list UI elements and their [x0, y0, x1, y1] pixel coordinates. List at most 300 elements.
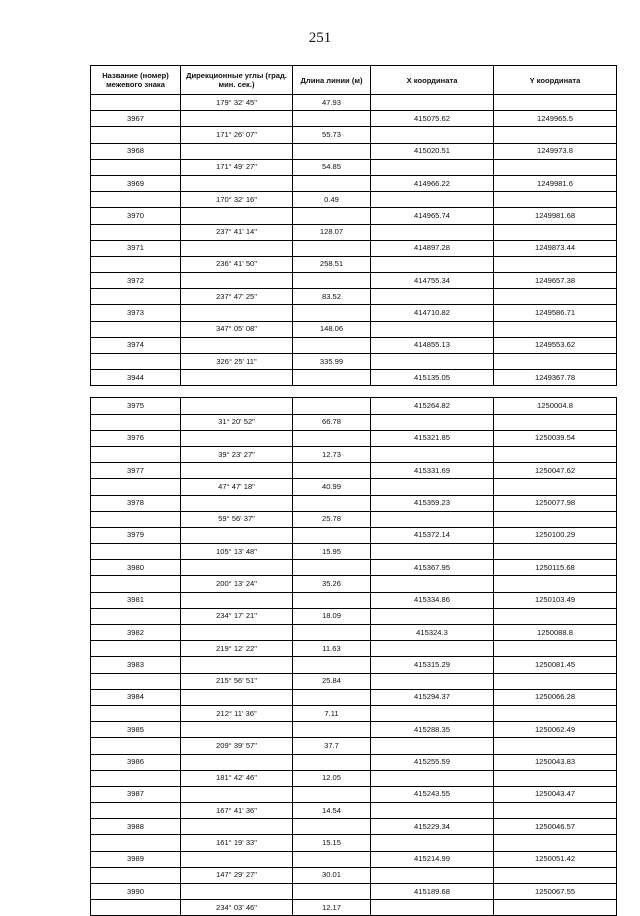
segment-row — [91, 159, 617, 175]
empty-cell — [494, 511, 617, 527]
boundary-point-row — [91, 495, 617, 511]
point-x: 415288.35 — [371, 722, 494, 738]
empty-cell — [293, 430, 371, 446]
empty-cell — [91, 224, 181, 240]
empty-cell — [494, 95, 617, 111]
segment-angle: 237° 41' 14" — [181, 224, 293, 240]
empty-cell — [181, 625, 293, 641]
segment-length: 47.93 — [293, 95, 371, 111]
segment-row — [91, 446, 617, 462]
empty-cell — [371, 446, 494, 462]
boundary-point-row — [91, 625, 617, 641]
empty-cell — [494, 770, 617, 786]
segment-row — [91, 738, 617, 754]
empty-cell — [181, 273, 293, 289]
empty-cell — [371, 159, 494, 175]
point-y: 1249965.5 — [494, 111, 617, 127]
empty-cell — [181, 305, 293, 321]
boundary-point-row — [91, 560, 617, 576]
empty-cell — [293, 884, 371, 900]
empty-cell — [91, 705, 181, 721]
segment-angle: 181° 42' 46" — [181, 770, 293, 786]
boundary-point-row — [91, 273, 617, 289]
empty-cell — [371, 835, 494, 851]
point-name: 3981 — [91, 592, 181, 608]
point-y: 1249973.8 — [494, 143, 617, 159]
boundary-point-row — [91, 722, 617, 738]
segment-length: 148.06 — [293, 321, 371, 337]
segment-length: 12.17 — [293, 900, 371, 916]
boundary-point-row — [91, 143, 617, 159]
segment-angle: 236° 41' 50" — [181, 256, 293, 272]
empty-cell — [293, 722, 371, 738]
point-y: 1250088.8 — [494, 625, 617, 641]
point-y: 1250067.55 — [494, 884, 617, 900]
segment-row — [91, 803, 617, 819]
point-x: 415324.3 — [371, 625, 494, 641]
segment-row — [91, 576, 617, 592]
point-name: 3979 — [91, 527, 181, 543]
empty-cell — [293, 208, 371, 224]
point-name: 3973 — [91, 305, 181, 321]
point-y: 1250051.42 — [494, 851, 617, 867]
segment-angle: 105° 13' 48" — [181, 544, 293, 560]
boundary-point-row — [91, 884, 617, 900]
empty-cell — [181, 240, 293, 256]
empty-cell — [293, 625, 371, 641]
empty-cell — [494, 289, 617, 305]
segment-row — [91, 354, 617, 370]
empty-cell — [91, 835, 181, 851]
column-header-y: Y координата — [494, 66, 617, 95]
point-x: 415214.99 — [371, 851, 494, 867]
empty-cell — [293, 463, 371, 479]
boundary-point-row — [91, 370, 617, 386]
point-name: 3990 — [91, 884, 181, 900]
boundary-point-row — [91, 463, 617, 479]
empty-cell — [494, 867, 617, 883]
empty-cell — [494, 705, 617, 721]
point-y: 1250004.8 — [494, 398, 617, 414]
empty-cell — [371, 867, 494, 883]
empty-cell — [371, 224, 494, 240]
segment-row — [91, 95, 617, 111]
empty-cell — [181, 884, 293, 900]
point-name: 3971 — [91, 240, 181, 256]
point-name: 3975 — [91, 398, 181, 414]
empty-cell — [371, 479, 494, 495]
segment-length: 35.26 — [293, 576, 371, 592]
point-x: 415229.34 — [371, 819, 494, 835]
point-name: 3974 — [91, 337, 181, 353]
segment-angle: 170° 32' 16" — [181, 192, 293, 208]
segment-length: 30.01 — [293, 867, 371, 883]
column-header-x: X координата — [371, 66, 494, 95]
empty-cell — [494, 224, 617, 240]
empty-cell — [494, 900, 617, 916]
segment-length: 12.73 — [293, 446, 371, 462]
point-y: 1249873.44 — [494, 240, 617, 256]
segment-angle: 171° 26' 07" — [181, 127, 293, 143]
point-y: 1250077.98 — [494, 495, 617, 511]
segment-row — [91, 127, 617, 143]
segment-angle: 209° 39' 57" — [181, 738, 293, 754]
point-x: 415264.82 — [371, 398, 494, 414]
segment-length: 54.85 — [293, 159, 371, 175]
point-x: 414965.74 — [371, 208, 494, 224]
point-y: 1249367.78 — [494, 370, 617, 386]
point-name: 3986 — [91, 754, 181, 770]
empty-cell — [371, 770, 494, 786]
empty-cell — [91, 867, 181, 883]
column-header-name: Название (номер) межевого знака — [91, 66, 181, 95]
point-x: 415020.51 — [371, 143, 494, 159]
empty-cell — [293, 305, 371, 321]
empty-cell — [371, 321, 494, 337]
empty-cell — [371, 289, 494, 305]
empty-cell — [371, 900, 494, 916]
segment-angle: 212° 11' 36" — [181, 705, 293, 721]
column-header-angle: Дирекционные углы (град. мин. сек.) — [181, 66, 293, 95]
empty-cell — [371, 256, 494, 272]
empty-cell — [494, 321, 617, 337]
point-x: 415189.68 — [371, 884, 494, 900]
segment-row — [91, 479, 617, 495]
point-y: 1250046.57 — [494, 819, 617, 835]
empty-cell — [494, 608, 617, 624]
empty-cell — [91, 673, 181, 689]
separator-cell — [91, 386, 617, 398]
segment-angle: 167° 41' 36" — [181, 803, 293, 819]
empty-cell — [371, 608, 494, 624]
point-name: 3985 — [91, 722, 181, 738]
point-x: 414855.13 — [371, 337, 494, 353]
segment-row — [91, 511, 617, 527]
segment-length: 335.99 — [293, 354, 371, 370]
empty-cell — [91, 192, 181, 208]
point-x: 415359.23 — [371, 495, 494, 511]
point-name: 3976 — [91, 430, 181, 446]
segment-row — [91, 544, 617, 560]
segment-angle: 215° 56' 51" — [181, 673, 293, 689]
point-name: 3969 — [91, 175, 181, 191]
empty-cell — [91, 446, 181, 462]
point-name: 3970 — [91, 208, 181, 224]
boundary-point-row — [91, 337, 617, 353]
boundary-point-row — [91, 175, 617, 191]
segment-row — [91, 835, 617, 851]
segment-angle: 59° 56' 37" — [181, 511, 293, 527]
point-x: 415331.69 — [371, 463, 494, 479]
empty-cell — [181, 463, 293, 479]
empty-cell — [91, 414, 181, 430]
empty-cell — [91, 479, 181, 495]
segment-length: 258.51 — [293, 256, 371, 272]
point-y: 1250100.29 — [494, 527, 617, 543]
point-y: 1250081.45 — [494, 657, 617, 673]
point-x: 414755.34 — [371, 273, 494, 289]
empty-cell — [181, 370, 293, 386]
segment-angle: 200° 13' 24" — [181, 576, 293, 592]
empty-cell — [91, 354, 181, 370]
segment-angle: 171° 49' 27" — [181, 159, 293, 175]
empty-cell — [181, 430, 293, 446]
empty-cell — [494, 256, 617, 272]
empty-cell — [91, 738, 181, 754]
empty-cell — [371, 738, 494, 754]
empty-cell — [181, 657, 293, 673]
boundary-point-row — [91, 208, 617, 224]
point-y: 1250066.28 — [494, 689, 617, 705]
empty-cell — [293, 143, 371, 159]
point-name: 3972 — [91, 273, 181, 289]
segment-row — [91, 673, 617, 689]
point-x: 415372.14 — [371, 527, 494, 543]
empty-cell — [181, 689, 293, 705]
point-name: 3968 — [91, 143, 181, 159]
column-header-length: Длина линии (м) — [293, 66, 371, 95]
empty-cell — [293, 240, 371, 256]
boundary-point-row — [91, 398, 617, 414]
empty-cell — [293, 175, 371, 191]
empty-cell — [293, 851, 371, 867]
point-name: 3980 — [91, 560, 181, 576]
empty-cell — [371, 95, 494, 111]
empty-cell — [181, 398, 293, 414]
boundary-point-row — [91, 786, 617, 802]
empty-cell — [371, 414, 494, 430]
segment-row — [91, 770, 617, 786]
point-y: 1249586.71 — [494, 305, 617, 321]
segment-length: 66.78 — [293, 414, 371, 430]
empty-cell — [181, 786, 293, 802]
segment-angle: 326° 25' 11" — [181, 354, 293, 370]
point-name: 3987 — [91, 786, 181, 802]
segment-length: 25.78 — [293, 511, 371, 527]
boundary-point-row — [91, 592, 617, 608]
segment-length: 40.99 — [293, 479, 371, 495]
empty-cell — [181, 143, 293, 159]
boundary-point-row — [91, 689, 617, 705]
segment-row — [91, 705, 617, 721]
point-x: 415367.95 — [371, 560, 494, 576]
empty-cell — [371, 544, 494, 560]
empty-cell — [91, 641, 181, 657]
point-y: 1250047.62 — [494, 463, 617, 479]
empty-cell — [371, 641, 494, 657]
empty-cell — [293, 819, 371, 835]
segment-length: 7.11 — [293, 705, 371, 721]
empty-cell — [494, 446, 617, 462]
empty-cell — [181, 592, 293, 608]
empty-cell — [181, 495, 293, 511]
point-x: 415135.05 — [371, 370, 494, 386]
segment-angle: 179° 32' 45" — [181, 95, 293, 111]
boundary-point-row — [91, 240, 617, 256]
empty-cell — [494, 576, 617, 592]
empty-cell — [293, 786, 371, 802]
empty-cell — [293, 560, 371, 576]
table-body — [91, 95, 617, 916]
empty-cell — [181, 754, 293, 770]
segment-length: 11.63 — [293, 641, 371, 657]
table-header-row — [91, 66, 617, 95]
empty-cell — [494, 192, 617, 208]
point-y: 1249553.62 — [494, 337, 617, 353]
empty-cell — [371, 192, 494, 208]
empty-cell — [494, 414, 617, 430]
point-name: 3988 — [91, 819, 181, 835]
segment-length: 25.84 — [293, 673, 371, 689]
empty-cell — [91, 256, 181, 272]
point-x: 414897.28 — [371, 240, 494, 256]
segment-row — [91, 224, 617, 240]
segment-angle: 47° 47' 18" — [181, 479, 293, 495]
segment-length: 37.7 — [293, 738, 371, 754]
segment-length: 128.07 — [293, 224, 371, 240]
segment-row — [91, 608, 617, 624]
page-number: 251 — [308, 30, 332, 46]
point-y: 1250062.49 — [494, 722, 617, 738]
boundary-point-row — [91, 527, 617, 543]
empty-cell — [371, 803, 494, 819]
empty-cell — [494, 835, 617, 851]
point-x: 415315.29 — [371, 657, 494, 673]
empty-cell — [371, 673, 494, 689]
segment-row — [91, 192, 617, 208]
point-x: 415255.59 — [371, 754, 494, 770]
empty-cell — [293, 273, 371, 289]
segment-length: 0.49 — [293, 192, 371, 208]
empty-cell — [371, 127, 494, 143]
point-y: 1250043.47 — [494, 786, 617, 802]
point-x: 414710.82 — [371, 305, 494, 321]
segment-angle: 31° 20' 52" — [181, 414, 293, 430]
segment-row — [91, 321, 617, 337]
empty-cell — [181, 851, 293, 867]
segment-length: 18.09 — [293, 608, 371, 624]
empty-cell — [91, 127, 181, 143]
point-y: 1249981.6 — [494, 175, 617, 191]
point-y: 1249981.68 — [494, 208, 617, 224]
segment-angle: 219° 12' 22" — [181, 641, 293, 657]
point-y: 1250103.49 — [494, 592, 617, 608]
segment-angle: 234° 17' 21" — [181, 608, 293, 624]
empty-cell — [293, 111, 371, 127]
empty-cell — [181, 208, 293, 224]
point-y: 1250043.83 — [494, 754, 617, 770]
empty-cell — [494, 803, 617, 819]
empty-cell — [181, 175, 293, 191]
point-x: 414966.22 — [371, 175, 494, 191]
group-separator-row — [91, 386, 617, 398]
segment-length: 83.52 — [293, 289, 371, 305]
segment-row — [91, 900, 617, 916]
empty-cell — [181, 560, 293, 576]
segment-angle: 147° 29' 27" — [181, 867, 293, 883]
point-name: 3978 — [91, 495, 181, 511]
empty-cell — [371, 705, 494, 721]
empty-cell — [91, 608, 181, 624]
point-y: 1250115.68 — [494, 560, 617, 576]
point-y: 1249657.38 — [494, 273, 617, 289]
segment-angle: 39° 23' 27" — [181, 446, 293, 462]
empty-cell — [181, 111, 293, 127]
segment-row — [91, 641, 617, 657]
empty-cell — [293, 689, 371, 705]
empty-cell — [91, 321, 181, 337]
segment-row — [91, 289, 617, 305]
segment-length: 15.15 — [293, 835, 371, 851]
boundary-point-row — [91, 819, 617, 835]
empty-cell — [91, 770, 181, 786]
empty-cell — [494, 641, 617, 657]
empty-cell — [293, 337, 371, 353]
empty-cell — [91, 95, 181, 111]
empty-cell — [494, 159, 617, 175]
empty-cell — [91, 803, 181, 819]
point-name: 3944 — [91, 370, 181, 386]
empty-cell — [91, 544, 181, 560]
segment-length: 14.54 — [293, 803, 371, 819]
empty-cell — [371, 511, 494, 527]
point-y: 1250039.54 — [494, 430, 617, 446]
segment-row — [91, 867, 617, 883]
point-x: 415075.62 — [371, 111, 494, 127]
empty-cell — [494, 127, 617, 143]
boundary-point-row — [91, 111, 617, 127]
boundary-point-row — [91, 657, 617, 673]
boundary-point-row — [91, 430, 617, 446]
boundary-coordinates-table — [90, 65, 617, 916]
empty-cell — [371, 354, 494, 370]
point-name: 3967 — [91, 111, 181, 127]
empty-cell — [181, 819, 293, 835]
segment-row — [91, 256, 617, 272]
point-name: 3989 — [91, 851, 181, 867]
point-x: 415294.37 — [371, 689, 494, 705]
empty-cell — [293, 754, 371, 770]
segment-angle: 347° 05' 08" — [181, 321, 293, 337]
segment-angle: 161° 19' 33" — [181, 835, 293, 851]
point-x: 415334.86 — [371, 592, 494, 608]
empty-cell — [293, 657, 371, 673]
empty-cell — [494, 673, 617, 689]
empty-cell — [91, 576, 181, 592]
segment-row — [91, 414, 617, 430]
segment-angle: 237° 47' 25" — [181, 289, 293, 305]
empty-cell — [293, 592, 371, 608]
segment-length: 12.05 — [293, 770, 371, 786]
empty-cell — [181, 527, 293, 543]
empty-cell — [91, 159, 181, 175]
boundary-point-row — [91, 851, 617, 867]
empty-cell — [371, 576, 494, 592]
empty-cell — [91, 900, 181, 916]
empty-cell — [293, 527, 371, 543]
empty-cell — [494, 544, 617, 560]
empty-cell — [91, 511, 181, 527]
empty-cell — [494, 479, 617, 495]
segment-angle: 234° 03' 46" — [181, 900, 293, 916]
empty-cell — [293, 370, 371, 386]
empty-cell — [494, 354, 617, 370]
point-name: 3983 — [91, 657, 181, 673]
point-x: 415321.85 — [371, 430, 494, 446]
empty-cell — [293, 495, 371, 511]
boundary-point-row — [91, 754, 617, 770]
point-x: 415243.55 — [371, 786, 494, 802]
